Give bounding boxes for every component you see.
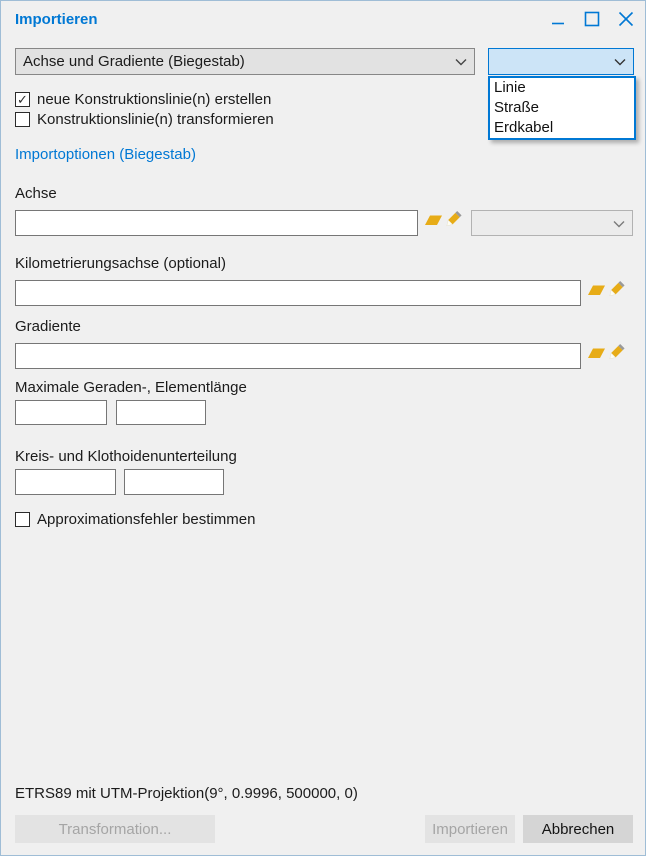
transform-lines-row [15, 111, 274, 128]
dropdown-option[interactable]: Erdkabel [494, 119, 554, 136]
pencil-icon [609, 348, 626, 363]
pick-object-button[interactable] [587, 282, 606, 298]
dropdown-option[interactable]: Straße [494, 99, 540, 116]
achse-label: Achse [15, 185, 57, 202]
transform-lines-label: Konstruktionslinie(n) transformieren [37, 111, 274, 128]
pick-object-icon [424, 216, 443, 231]
unterteilung-label: Kreis- und Klothoidenunterteilung [15, 448, 237, 465]
max-geradenlaenge-input[interactable] [15, 400, 107, 425]
pick-object-icon [587, 286, 606, 301]
transform-lines-checkbox[interactable] [15, 112, 30, 127]
achse-combobox[interactable] [471, 210, 633, 236]
approximation-checkbox[interactable] [15, 512, 30, 527]
pencil-icon [446, 215, 463, 230]
dropdown-option[interactable]: Linie [494, 79, 526, 96]
minimize-button[interactable] [541, 4, 575, 36]
format-combobox[interactable] [15, 48, 475, 75]
dialog-title: Importieren [15, 11, 98, 28]
projection-status-text: ETRS89 mit UTM-Projektion(9°, 0.9996, 500000, 0) [15, 785, 358, 802]
import-button[interactable]: Importieren [425, 815, 515, 843]
draw-pencil-button[interactable] [609, 280, 626, 297]
draw-pencil-button[interactable] [446, 210, 463, 227]
kilometrierungsachse-label: Kilometrierungsachse (optional) [15, 255, 226, 272]
close-button[interactable] [609, 4, 643, 36]
create-new-lines-row [15, 91, 271, 108]
type-combobox-dropdown [488, 76, 636, 140]
draw-pencil-button[interactable] [609, 343, 626, 360]
chevron-down-icon [613, 215, 625, 232]
gradiente-input[interactable] [15, 343, 581, 369]
type-combobox[interactable] [488, 48, 634, 75]
kilometrierungsachse-input[interactable] [15, 280, 581, 306]
import-options-heading: Importoptionen (Biegestab) [15, 146, 196, 163]
create-new-lines-checkbox[interactable]: ✓ [15, 92, 30, 107]
max-elementlaenge-input[interactable] [116, 400, 206, 425]
chevron-down-icon [614, 53, 626, 70]
approximation-label: Approximationsfehler bestimmen [37, 511, 256, 528]
create-new-lines-label: neue Konstruktionslinie(n) erstellen [37, 91, 272, 108]
window-controls [541, 1, 643, 39]
achse-input[interactable] [15, 210, 418, 236]
cancel-button[interactable]: Abbrechen [523, 815, 633, 843]
maximize-button[interactable] [575, 4, 609, 36]
minimize-icon [551, 12, 565, 29]
chevron-down-icon [455, 53, 467, 70]
pick-object-button[interactable] [424, 212, 443, 228]
transformation-button[interactable]: Transformation... [15, 815, 215, 843]
gradiente-label: Gradiente [15, 318, 81, 335]
pick-object-button[interactable] [587, 345, 606, 361]
klothoidenunterteilung-input[interactable] [124, 469, 224, 495]
pencil-icon [609, 285, 626, 300]
pick-object-icon [587, 349, 606, 364]
kreisunterteilung-input[interactable] [15, 469, 116, 495]
max-laenge-label: Maximale Geraden-, Elementlänge [15, 379, 247, 396]
format-combobox-value: Achse und Gradiente (Biegestab) [23, 53, 245, 70]
approximation-row [15, 511, 255, 528]
maximize-icon [584, 11, 600, 30]
close-icon [618, 11, 634, 30]
